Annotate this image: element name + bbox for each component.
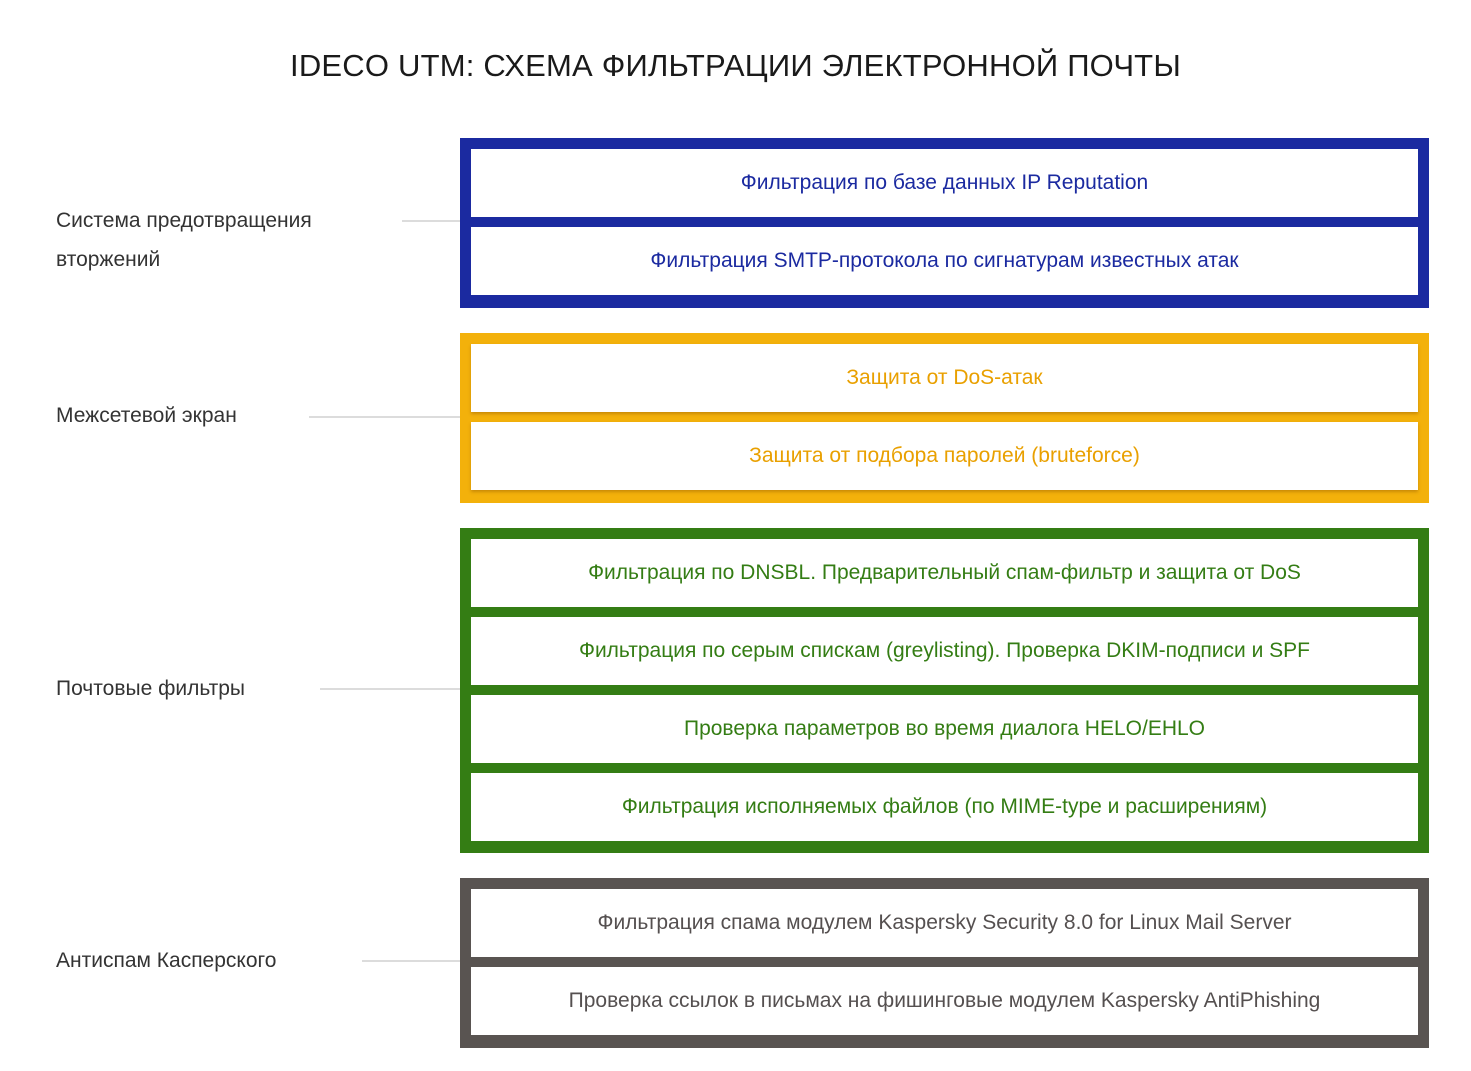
stage-smtp-signatures: Фильтрация SMTP-протокола по сигнатурам известных атак: [471, 227, 1418, 295]
stage-kaspersky-antiphishing: Проверка ссылок в письмах на фишинговые модулем Kaspersky AntiPhishing: [471, 967, 1418, 1035]
layer-group-firewall: [460, 333, 1429, 503]
stage-dos-protection: Защита от DoS-атак: [471, 344, 1418, 412]
layer-label-kaspersky: Антиспам Касперского: [56, 949, 277, 972]
layer-group-ips: [460, 138, 1429, 308]
stage-greylisting: Фильтрация по серым спискам (greylisting). Проверка DKIM-подписи и SPF: [471, 617, 1418, 685]
stage-ip-reputation: Фильтрация по базе данных IP Reputation: [471, 149, 1418, 217]
layer-label-ips: Система предотвращения вторжений: [56, 209, 312, 271]
layer-group-mail-filters: [460, 528, 1429, 853]
diagram-title: IDECO UTM: СХЕМА ФИЛЬТРАЦИИ ЭЛЕКТРОННОЙ ПОЧТЫ: [290, 48, 1181, 83]
connector-mail-filters: [320, 688, 460, 690]
layer-label-firewall: Межсетевой экран: [56, 404, 237, 427]
connector-ips: [402, 220, 460, 222]
stage-kaspersky-security: Фильтрация спама модулем Kaspersky Security 8.0 for Linux Mail Server: [471, 889, 1418, 957]
connector-firewall: [309, 416, 460, 418]
stage-mime-filter: Фильтрация исполняемых файлов (по MIME-type и расширениям): [471, 773, 1418, 841]
stage-dnsbl: Фильтрация по DNSBL. Предварительный спам-фильтр и защита от DoS: [471, 539, 1418, 607]
connector-kaspersky: [362, 960, 460, 962]
stage-helo-ehlo: Проверка параметров во время диалога HELO/EHLO: [471, 695, 1418, 763]
layer-group-kaspersky: [460, 878, 1429, 1048]
layer-label-mail-filters: Почтовые фильтры: [56, 677, 246, 700]
stage-bruteforce-protection: Защита от подбора паролей (bruteforce): [471, 422, 1418, 490]
